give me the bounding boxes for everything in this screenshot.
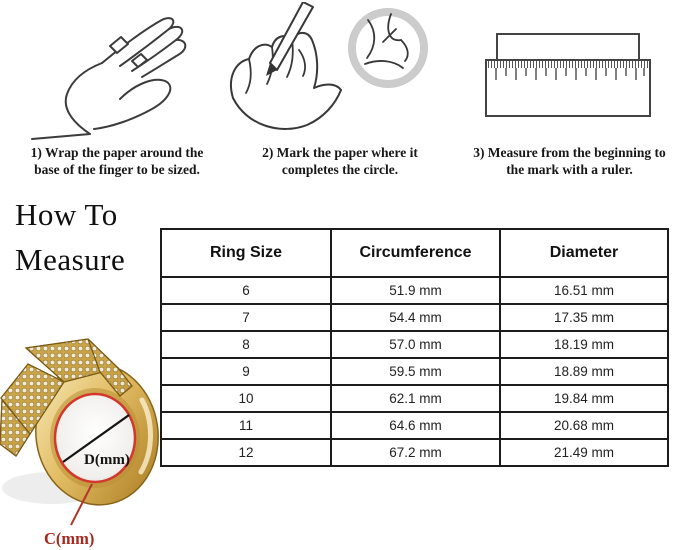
circumference-cell: 67.2 mm — [331, 439, 500, 466]
table-row — [161, 412, 668, 439]
gold-ring-photo — [0, 338, 165, 550]
hand-baseline — [32, 134, 90, 139]
diameter-label: D(mm) — [84, 452, 130, 468]
diameter-cell: 16.51 mm — [500, 277, 668, 304]
diameter-cell: 18.89 mm — [500, 358, 668, 385]
table-row — [161, 304, 668, 331]
pencil-marking-paper-icon — [225, 2, 435, 144]
step-3-caption — [462, 145, 677, 178]
ring-size-table-container — [160, 228, 669, 467]
table-row — [161, 385, 668, 412]
diameter-cell: 17.35 mm — [500, 304, 668, 331]
header-ring-size: Ring Size — [161, 229, 331, 277]
circumference-cell: 51.9 mm — [331, 277, 500, 304]
circumference-label: C(mm) — [44, 529, 95, 548]
step-3-caption-line-1: 3) Measure from the beginning to — [473, 145, 666, 160]
hand-palm-edge — [66, 63, 102, 134]
diameter-cell: 18.19 mm — [500, 331, 668, 358]
ring-size-cell: 12 — [161, 439, 331, 466]
table-row — [161, 358, 668, 385]
header-circumference: Circumference — [331, 229, 500, 277]
circumference-cell: 59.5 mm — [331, 358, 500, 385]
how-to-measure-heading — [15, 192, 125, 282]
table-header-row — [161, 229, 668, 277]
diameter-cell: 20.68 mm — [500, 412, 668, 439]
circumference-cell: 64.6 mm — [331, 412, 500, 439]
step-1-caption — [8, 145, 226, 178]
step-2-caption-line-2: completes the circle. — [281, 161, 399, 177]
hand-with-paper-strip-icon — [22, 6, 207, 146]
ring-size-table — [160, 228, 669, 467]
table-row — [161, 331, 668, 358]
step-3-caption-line-2: the mark with a ruler. — [506, 161, 633, 177]
heading-line-2: Measure — [15, 242, 126, 277]
header-diameter: Diameter — [500, 229, 668, 277]
ruler-icon — [478, 24, 658, 124]
diameter-cell: 21.49 mm — [500, 439, 668, 466]
ring-size-cell: 7 — [161, 304, 331, 331]
step-1-caption-line-2: base of the finger to be sized. — [34, 161, 200, 177]
step-2-caption-line-1: 2) Mark the paper where it — [262, 145, 418, 160]
step-2-caption — [233, 145, 447, 178]
table-row — [161, 277, 668, 304]
hand-thumb-curve — [94, 80, 170, 129]
ring-size-cell: 9 — [161, 358, 331, 385]
paper-strip-segment — [110, 37, 128, 53]
table-row — [161, 439, 668, 466]
ring-size-cell: 6 — [161, 277, 331, 304]
diameter-cell: 19.84 mm — [500, 385, 668, 412]
circumference-cell: 57.0 mm — [331, 331, 500, 358]
circumference-cell: 62.1 mm — [331, 385, 500, 412]
paper-strip — [497, 34, 639, 60]
ring-size-cell: 8 — [161, 331, 331, 358]
ruler-minor-ticks — [487, 61, 649, 68]
ring-size-cell: 11 — [161, 412, 331, 439]
heading-line-1: How To — [15, 197, 118, 232]
ring-size-cell: 10 — [161, 385, 331, 412]
circumference-cell: 54.4 mm — [331, 304, 500, 331]
step-1-caption-line-1: 1) Wrap the paper around the — [30, 145, 204, 160]
